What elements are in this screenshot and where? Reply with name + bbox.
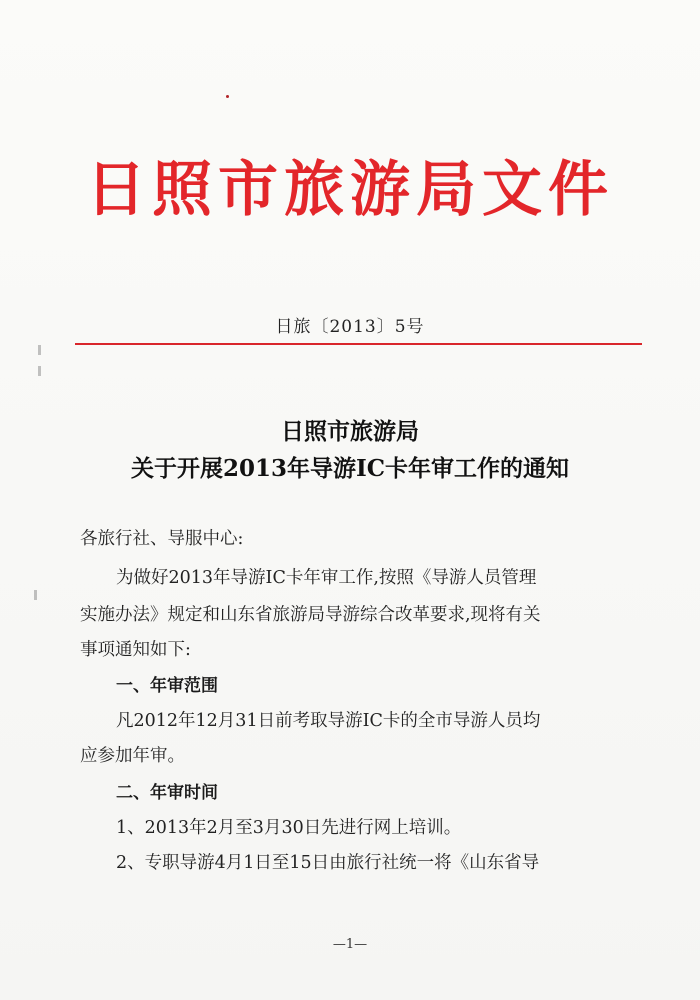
body-line: 1、2013年2月至3月30日先进行网上培训。 — [116, 818, 462, 838]
document-header-title: 日照市旅游局文件 — [86, 155, 614, 225]
body-line: 2、专职导游4月1日至15日由旅行社统一将《山东省导 — [116, 853, 540, 873]
section-heading-time: 二、年审时间 — [116, 783, 218, 803]
red-ink-spot — [226, 95, 229, 98]
section-heading-scope: 一、年审范围 — [116, 676, 218, 696]
scan-margin-mark — [34, 590, 37, 600]
notice-title-line-1: 日照市旅游局 — [281, 418, 419, 445]
scan-margin-mark — [38, 345, 41, 355]
body-line-salutation: 各旅行社、导服中心: — [80, 529, 244, 549]
red-divider-line — [75, 343, 642, 345]
body-line: 实施办法》规定和山东省旅游局导游综合改革要求,现将有关 — [80, 605, 541, 625]
body-line: 为做好2013年导游IC卡年审工作,按照《导游人员管理 — [116, 568, 537, 588]
scan-margin-mark — [38, 366, 41, 376]
body-line: 凡2012年12月31日前考取导游IC卡的全市导游人员均 — [116, 711, 541, 731]
document-number: 日旅〔2013〕5号 — [275, 317, 425, 337]
body-line: 事项通知如下: — [80, 640, 191, 660]
page-number: —1— — [332, 937, 368, 952]
body-line: 应参加年审。 — [80, 746, 185, 766]
notice-title-line-2: 关于开展2013年导游IC卡年审工作的通知 — [130, 455, 570, 482]
